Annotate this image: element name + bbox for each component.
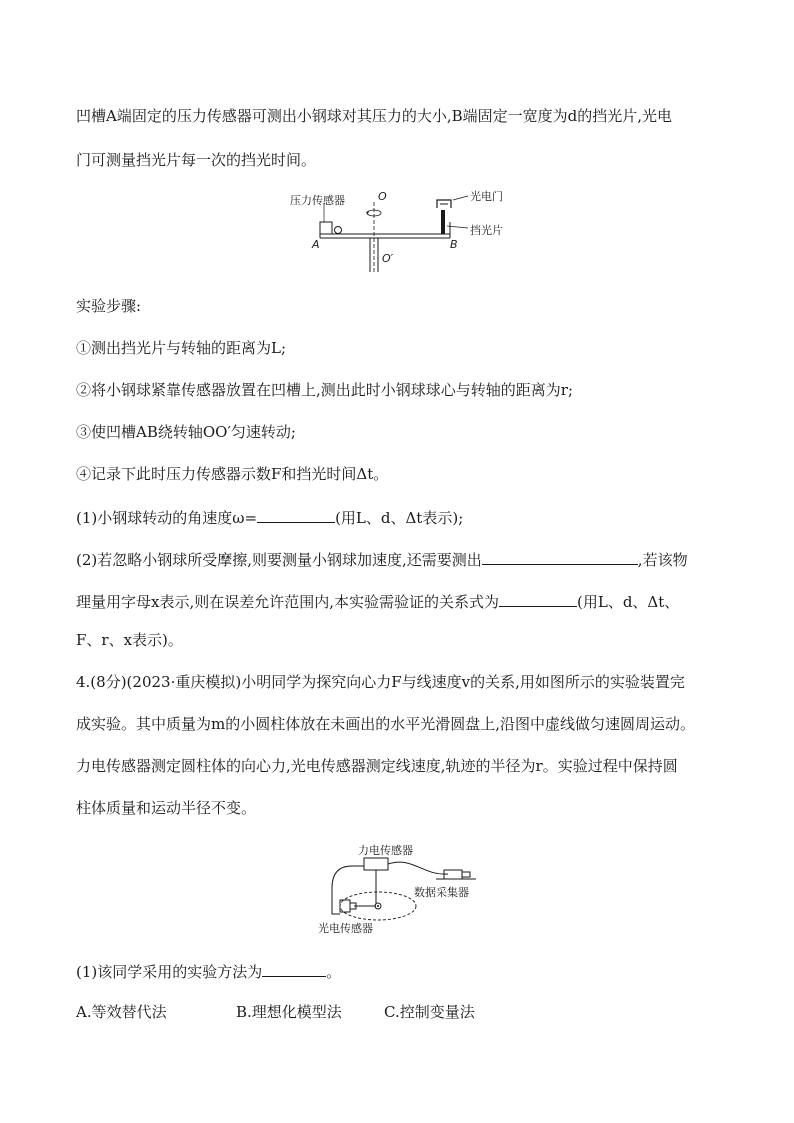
q4-line-3: 力电传感器测定圆柱体的向心力,光电传感器测定线速度,轨迹的半径为r。实验过程中保持圆 [76,757,678,775]
q3-part2-line2 [76,590,679,612]
q4-sub1-prefix: (1)该同学采用的实验方法为 [76,963,263,981]
q4-line-2: 成实验。其中质量为m的小圆柱体放在未画出的水平光滑圆盘上,沿图中虚线做匀速圆周运动。 [76,715,695,733]
label-O-prime: O′ [382,252,394,265]
q4-line-1: 4.(8分)(2023·重庆模拟)小明同学为探究向心力F与线速度v的关系,用如图所示的实验装置完 [76,673,685,691]
label-A: A [312,238,320,251]
answer-blank-omega[interactable] [257,506,335,523]
figure-rotating-groove [290,186,520,272]
answer-blank-method[interactable] [262,960,326,977]
label-pressure-sensor: 压力传感器 [290,194,345,207]
label-B: B [450,238,458,251]
option-C[interactable]: C.控制变量法 [384,1003,475,1021]
steps-heading: 实验步骤: [76,297,142,315]
step-3: ③使凹槽AB绕转轴OO′匀速转动; [76,423,296,441]
step-2: ②将小钢球紧靠传感器放置在凹槽上,测出此时小钢球球心与转轴的距离为r; [76,381,573,399]
label-force-sensor: 力电传感器 [358,844,413,857]
q4-sub1 [76,960,341,982]
q3-part2-line2-suffix: (用L、d、Δt、 [577,593,680,611]
answer-blank-relation[interactable] [499,590,577,607]
intro-line-1: 凹槽A端固定的压力传感器可测出小钢球对其压力的大小,B端固定一宽度为d的挡光片,光电 [76,107,672,125]
answer-blank-quantity[interactable] [482,548,638,565]
option-A[interactable]: A.等效替代法 [76,1003,167,1021]
intro-line-2: 门可测量挡光片每一次的挡光时间。 [76,151,317,169]
label-photo-sensor: 光电传感器 [318,922,373,935]
q3-part2 [76,548,688,570]
label-shutter: 挡光片 [470,224,503,237]
q3-part1-suffix: (用L、d、Δt表示); [335,509,464,527]
q3-part2-line3: F、r、x表示)。 [76,631,183,649]
option-B[interactable]: B.理想化模型法 [236,1003,342,1021]
step-4: ④记录下此时压力传感器示数F和挡光时间Δt。 [76,465,389,483]
q3-part1-prefix: (1)小钢球转动的角速度ω= [76,509,258,527]
q3-part1 [76,506,463,528]
q3-part2-line2-prefix: 理量用字母x表示,则在误差允许范围内,本实验需验证的关系式为 [76,593,499,611]
label-data-collector: 数据采集器 [414,886,469,899]
q4-sub1-suffix: 。 [326,963,342,981]
step-1: ①测出挡光片与转轴的距离为L; [76,339,287,357]
q3-part2-suffix: ,若该物 [637,551,688,569]
label-photogate: 光电门 [470,190,503,203]
label-O: O [378,190,387,203]
q3-part2-prefix: (2)若忽略小钢球所受摩擦,则要测量小钢球加速度,还需要测出 [76,551,482,569]
figure-centripetal-apparatus [318,836,488,936]
q4-line-4: 柱体质量和运动半径不变。 [76,799,257,817]
